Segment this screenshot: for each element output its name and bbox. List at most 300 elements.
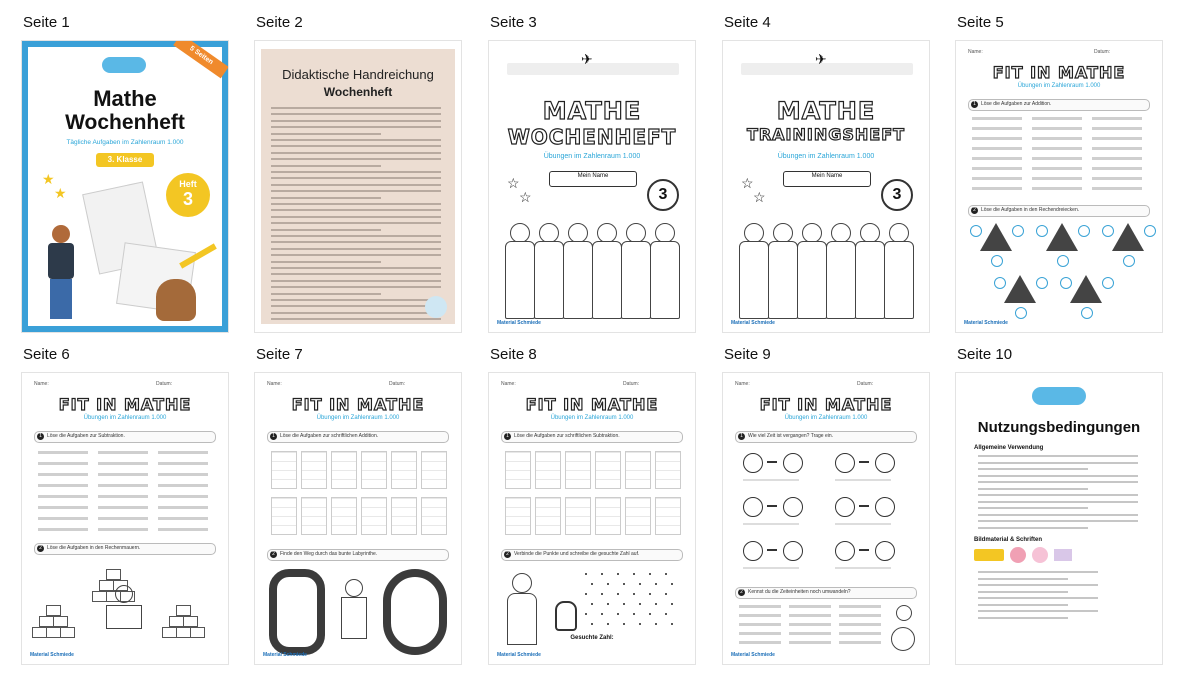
dot (671, 603, 673, 605)
page-caption: Seite 9 (724, 346, 771, 363)
task-1-text: Löse die Aufgaben zur schriftlichen Subtraktion. (514, 433, 620, 439)
exercise-row (1092, 147, 1142, 150)
terms-line (978, 501, 1138, 503)
text-line (271, 273, 441, 275)
text-line (271, 293, 381, 295)
text-line (271, 197, 381, 199)
exercise-row (158, 528, 208, 531)
credit-line (978, 610, 1098, 612)
triangle (1046, 223, 1078, 251)
terms-line (978, 462, 1138, 464)
dot (585, 613, 587, 615)
answer-line (743, 523, 799, 525)
wall-brick (169, 616, 184, 627)
text-line (271, 254, 441, 256)
task-1-bar: 1 Löse die Aufgaben zur schriftlichen Subtraktion. (501, 431, 683, 443)
child-head (802, 223, 822, 243)
dot (591, 583, 593, 585)
answer-circle (1036, 225, 1048, 237)
text-line (271, 203, 441, 205)
task-2-bar: 2 Löse die Aufgaben in den Rechendreiecken. (968, 205, 1150, 217)
text-line (271, 139, 441, 141)
star-icon: ★ (54, 185, 67, 201)
text-line (271, 120, 441, 122)
dot (591, 623, 593, 625)
handout-title: Didaktische Handreichung (282, 67, 434, 82)
text-line (271, 171, 441, 173)
exercise-row (1032, 147, 1082, 150)
dot (633, 573, 635, 575)
cover-subtitle: Tägliche Aufgaben im Zahlenraum 1.000 (66, 139, 184, 146)
text-line (271, 177, 441, 179)
name-field (783, 171, 871, 187)
conversion-row (739, 605, 781, 608)
paper-plane-icon: ✈ (581, 51, 593, 67)
clock-icon (875, 497, 895, 517)
conversion-row (839, 605, 881, 608)
credit-line (978, 591, 1068, 593)
text-line (271, 261, 381, 263)
text-line (271, 222, 441, 224)
page-thumbnail[interactable] (488, 40, 696, 333)
cover-subtitle: Übungen im Zahlenraum 1.000 (777, 153, 875, 160)
exercise-row (1032, 127, 1082, 130)
credit-line (978, 584, 1098, 586)
text-line (271, 235, 441, 237)
exercise-row (1092, 167, 1142, 170)
column-task (505, 497, 531, 535)
wall-brick (39, 616, 54, 627)
cover-title-line2: TRAININGSHEFT (746, 125, 906, 144)
dot (585, 593, 587, 595)
arrow-icon (859, 461, 869, 463)
answer-circle (1123, 255, 1135, 267)
exercise-row (972, 187, 1022, 190)
child-body (563, 241, 593, 319)
clock-icon (743, 497, 763, 517)
wall-brick (32, 627, 47, 638)
dot (649, 593, 651, 595)
dot (623, 603, 625, 605)
column-task (301, 451, 327, 489)
exercise-row (1032, 177, 1082, 180)
dot (665, 593, 667, 595)
dot (671, 623, 673, 625)
brand-logo: Material Schmiede (731, 320, 775, 326)
cover-title-line1: MATHE (776, 97, 876, 125)
date-label: Datum: (156, 381, 173, 387)
worksheet-title: FIT IN MATHE (759, 395, 893, 414)
answer-circle (994, 277, 1006, 289)
text-line (271, 133, 381, 135)
clock-icon (875, 541, 895, 561)
logo (1032, 387, 1086, 405)
clock-icon (783, 453, 803, 473)
header-band (741, 63, 913, 75)
answer-circle (1060, 277, 1072, 289)
wheelchair-child-illustration (889, 605, 919, 649)
number-bubble: 3 (881, 179, 913, 211)
exercise-row (158, 506, 208, 509)
answer-line (835, 523, 891, 525)
terms-line (978, 527, 1088, 529)
worksheet-subtitle: Übungen im Zahlenraum 1.000 (83, 415, 167, 421)
dot (607, 623, 609, 625)
exercise-row (1032, 167, 1082, 170)
name-field (549, 171, 637, 187)
dot (617, 613, 619, 615)
conversion-row (839, 614, 881, 617)
terms-line (978, 494, 1138, 496)
page-thumbnail[interactable] (21, 40, 229, 333)
conversion-row (839, 623, 881, 626)
page-thumbnail[interactable] (955, 372, 1163, 665)
dot (585, 573, 587, 575)
wall-brick (46, 627, 61, 638)
child-head (744, 223, 764, 243)
page-caption: Seite 6 (23, 346, 70, 363)
dot (633, 613, 635, 615)
answer-line (835, 479, 891, 481)
text-line (271, 241, 441, 243)
conversion-row (789, 623, 831, 626)
exercise-row (38, 484, 88, 487)
task-1-bar: 1 Löse die Aufgaben zur schriftlichen Addition. (267, 431, 449, 443)
name-label: Mein Name (577, 173, 609, 179)
child-body (505, 241, 535, 319)
answer-circle (970, 225, 982, 237)
heft-number: 3 (182, 189, 193, 209)
shield-icon (555, 601, 577, 631)
task-1-text: Löse die Aufgaben zur Addition. (981, 101, 1052, 107)
star-icon: ☆ (753, 189, 766, 205)
text-line (271, 158, 441, 160)
page-thumbnail[interactable] (955, 40, 1163, 333)
dot (623, 583, 625, 585)
page-caption: Seite 10 (957, 346, 1013, 363)
number-bubble: 3 (647, 179, 679, 211)
text-line (271, 229, 381, 231)
answer-circle (1012, 225, 1024, 237)
dot (655, 603, 657, 605)
clock-icon (783, 497, 803, 517)
task-2-text: Finde den Weg durch das bunte Labyrinthe. (280, 551, 378, 557)
logo (425, 296, 447, 318)
exercise-row (972, 157, 1022, 160)
task-1-text: Löse die Aufgaben zur schriftlichen Addition. (280, 433, 379, 439)
child-body (826, 241, 856, 319)
worksheet-title: FIT IN MATHE (525, 395, 659, 414)
brand-logo: Material Schmiede (497, 652, 541, 658)
handout-subtitle: Wochenheft (323, 85, 393, 99)
arrow-icon (859, 549, 869, 551)
name-label: Name: (501, 381, 516, 387)
exercise-row (1032, 157, 1082, 160)
credit-line (978, 604, 1068, 606)
exercise-row (158, 495, 208, 498)
name-label: Name: (968, 49, 983, 55)
task-1-bar: 1 Löse die Aufgaben zur Addition. (968, 99, 1150, 111)
exercise-row (158, 517, 208, 520)
page-thumbnail[interactable] (722, 372, 930, 665)
column-task (655, 497, 681, 535)
clock-icon (835, 453, 855, 473)
child-head (655, 223, 675, 243)
page-thumbnail[interactable] (722, 40, 930, 333)
clock-icon (875, 453, 895, 473)
exercise-row (98, 517, 148, 520)
child-head (831, 223, 851, 243)
date-label: Datum: (389, 381, 406, 387)
page-thumbnail[interactable] (21, 372, 229, 665)
cover-title-line1: MATHE (542, 97, 642, 125)
wall-brick (183, 616, 198, 627)
conversion-row (789, 614, 831, 617)
pages-badge: 5 Seiten (173, 40, 229, 78)
column-task (331, 451, 357, 489)
task-2-text: Löse die Aufgaben in den Rechenmauern. (47, 545, 141, 551)
date-label: Datum: (623, 381, 640, 387)
task-2-bar: 2 Verbinde die Punkte und schreibe die gesuchte Zahl auf. (501, 549, 683, 561)
answer-circle (991, 255, 1003, 267)
column-task (565, 497, 591, 535)
dot (655, 583, 657, 585)
terms-line (978, 475, 1138, 477)
task-2-text: Kennst du die Zeiteinheiten noch umwandeln? (748, 589, 851, 595)
page-thumbnail[interactable] (488, 372, 696, 665)
name-label: Name: (267, 381, 282, 387)
arrow-icon (767, 505, 777, 507)
exercise-row (38, 451, 88, 454)
answer-circle (1078, 225, 1090, 237)
terms-line (978, 507, 1088, 509)
cover-panel (28, 47, 222, 326)
column-task (301, 497, 327, 535)
page-caption: Seite 5 (957, 14, 1004, 31)
terms-line (978, 481, 1138, 483)
terms-title: Nutzungsbedingungen (977, 419, 1141, 436)
terms-line (978, 514, 1138, 516)
column-task (361, 497, 387, 535)
answer-circle (1144, 225, 1156, 237)
exercise-row (1092, 127, 1142, 130)
exercise-row (98, 495, 148, 498)
star-icon: ☆ (507, 175, 520, 191)
logo (102, 57, 146, 73)
maze-digit-0 (383, 569, 447, 655)
wall-brick (46, 605, 61, 616)
answer-line (743, 567, 799, 569)
wall-brick (176, 627, 191, 638)
exercise-row (38, 473, 88, 476)
worksheet-title: FIT IN MATHE (291, 395, 425, 414)
triangle (980, 223, 1012, 251)
dot (623, 623, 625, 625)
dot (607, 583, 609, 585)
wall-brick (190, 627, 205, 638)
child-body (855, 241, 885, 319)
page-thumbnail[interactable] (254, 40, 462, 333)
answer-circle (1102, 225, 1114, 237)
exercise-row (38, 528, 88, 531)
answer-line (743, 479, 799, 481)
triangle (1070, 275, 1102, 303)
dot (591, 603, 593, 605)
handout-paper (261, 49, 455, 324)
star-icon: ★ (42, 171, 55, 187)
text-line (271, 248, 441, 250)
column-task (655, 451, 681, 489)
child-body (534, 241, 564, 319)
clock-icon (783, 541, 803, 561)
exercise-row (98, 462, 148, 465)
dot (655, 623, 657, 625)
cover-subtitle: Übungen im Zahlenraum 1.000 (543, 153, 641, 160)
page-caption: Seite 1 (23, 14, 70, 31)
clock-icon (743, 541, 763, 561)
exercise-row (1032, 117, 1082, 120)
conversion-row (839, 641, 881, 644)
triangle (1004, 275, 1036, 303)
exercise-row (38, 517, 88, 520)
exercise-row (972, 177, 1022, 180)
header-band (507, 63, 679, 75)
wall-brick (53, 616, 68, 627)
column-task (271, 451, 297, 489)
star-icon: ☆ (741, 175, 754, 191)
conversion-row (739, 623, 781, 626)
conversion-row (839, 632, 881, 635)
exercise-row (98, 506, 148, 509)
dot (639, 603, 641, 605)
page-caption: Seite 8 (490, 346, 537, 363)
hidden-number-label: Gesuchte Zahl: (570, 635, 614, 641)
answer-circle (1102, 277, 1114, 289)
worksheet-subtitle: Übungen im Zahlenraum 1.000 (316, 415, 400, 421)
worksheet-subtitle: Übungen im Zahlenraum 1.000 (1017, 83, 1101, 89)
child-body (592, 241, 622, 319)
answer-circle (1057, 255, 1069, 267)
conversion-row (739, 614, 781, 617)
arrow-icon (767, 549, 777, 551)
dot (601, 613, 603, 615)
child-body (650, 241, 680, 319)
exercise-row (972, 127, 1022, 130)
child-body (797, 241, 827, 319)
answer-circle (1036, 277, 1048, 289)
child-head (568, 223, 588, 243)
credit-line (978, 578, 1068, 580)
page-caption: Seite 3 (490, 14, 537, 31)
cover-title-line2: Wochenheft (65, 111, 185, 134)
arrow-icon (767, 461, 777, 463)
exercise-row (98, 528, 148, 531)
brand-logo: Material Schmiede (263, 652, 307, 658)
triangle (1112, 223, 1144, 251)
wall-brick (60, 627, 75, 638)
exercise-row (98, 473, 148, 476)
child-body (884, 241, 914, 319)
column-task (595, 451, 621, 489)
column-task (535, 497, 561, 535)
column-task (505, 451, 531, 489)
child-head (889, 223, 909, 243)
cover-title-line1: Mathe (93, 86, 157, 111)
heft-badge (166, 173, 210, 217)
exercise-row (98, 484, 148, 487)
name-label: Name: (34, 381, 49, 387)
conversion-row (789, 632, 831, 635)
date-label: Datum: (1094, 49, 1111, 55)
column-task (421, 451, 447, 489)
text-line (271, 145, 441, 147)
boy-illustration (44, 225, 78, 321)
dot (607, 603, 609, 605)
task-2-bar: 2 Kennst du die Zeiteinheiten noch umwandeln? (735, 587, 917, 599)
task-2-bar: 2 Löse die Aufgaben in den Rechenmauern. (34, 543, 216, 555)
column-task (391, 497, 417, 535)
dot (665, 573, 667, 575)
child-head (860, 223, 880, 243)
task-1-text: Löse die Aufgaben zur Subtraktion. (47, 433, 125, 439)
worksheet-title: FIT IN MATHE (58, 395, 192, 414)
page-thumbnail[interactable] (254, 372, 462, 665)
exercise-row (1092, 117, 1142, 120)
font-logo (1032, 547, 1048, 563)
column-task (595, 497, 621, 535)
child-head (510, 223, 530, 243)
clock-icon (835, 541, 855, 561)
dot (601, 593, 603, 595)
owl-illustration (156, 279, 196, 321)
task-1-text: Wie viel Zeit ist vergangen? Trage ein. (748, 433, 834, 439)
reading-child-illustration (106, 585, 140, 639)
exercise-row (38, 506, 88, 509)
task-1-bar: 1 Wie viel Zeit ist vergangen? Trage ein. (735, 431, 917, 443)
exercise-row (1092, 157, 1142, 160)
column-task (565, 451, 591, 489)
wall-brick (106, 569, 121, 580)
name-label: Name: (735, 381, 750, 387)
font-logo (1054, 549, 1072, 561)
exercise-row (158, 473, 208, 476)
text-line (271, 318, 441, 320)
dot (617, 593, 619, 595)
child-body (739, 241, 769, 319)
brand-logo: Material Schmiede (964, 320, 1008, 326)
answer-line (835, 567, 891, 569)
exercise-row (98, 451, 148, 454)
child-head (539, 223, 559, 243)
task-2-bar: 2 Finde den Weg durch das bunte Labyrinthe. (267, 549, 449, 561)
conversion-row (789, 641, 831, 644)
text-line (271, 113, 441, 115)
heft-label: Heft (179, 179, 197, 189)
text-line (271, 299, 441, 301)
wall-brick (92, 591, 107, 602)
terms-line (978, 455, 1138, 457)
exercise-row (972, 117, 1022, 120)
text-line (271, 216, 441, 218)
answer-circle (1081, 307, 1093, 319)
exercise-row (1032, 187, 1082, 190)
text-line (271, 165, 381, 167)
exercise-row (972, 137, 1022, 140)
column-task (535, 451, 561, 489)
clock-icon (835, 497, 855, 517)
text-line (271, 286, 441, 288)
child-body (621, 241, 651, 319)
